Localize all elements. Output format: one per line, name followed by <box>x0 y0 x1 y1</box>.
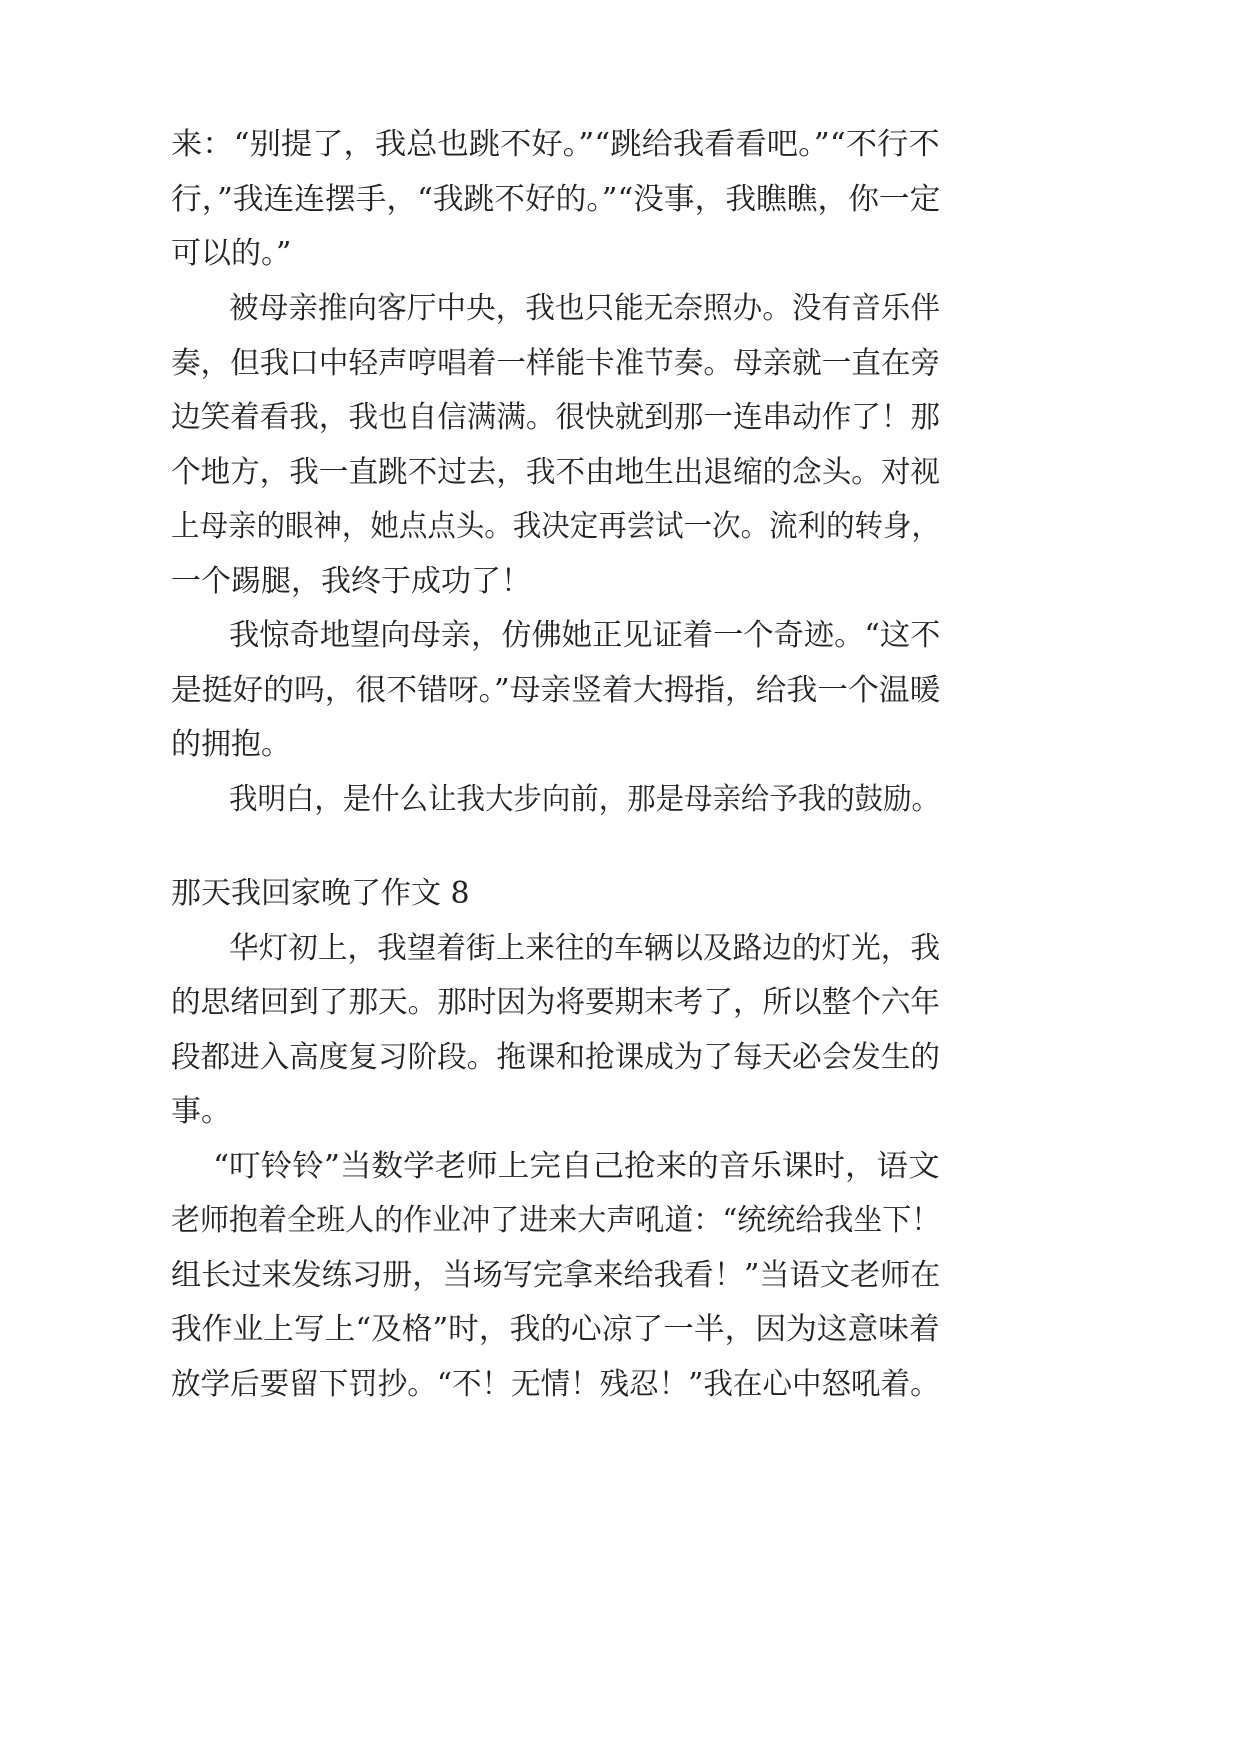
text-line: 华灯初上，我望着街上来往的车辆以及路边的灯光，我 <box>229 931 940 966</box>
text-line: 行，”我连连摆手，“我跳不好的。”“没事，我瞧瞧，你一定 <box>171 182 941 217</box>
text-line: 段都进入高度复习阶段。拖课和抢课成为了每天必会发生的 <box>171 1040 940 1075</box>
text-line: 来：“别提了，我总也跳不好。”“跳给我看看吧。”“不行不 <box>171 127 940 162</box>
essay-title: 那天我回家晚了作文 8 <box>171 876 470 911</box>
text-line: 我作业上写上“及格”时，我的心凉了一半，因为这意味着 <box>171 1312 940 1347</box>
text-line: 事。 <box>171 1094 231 1129</box>
text-line: 我惊奇地望向母亲，仿佛她正见证着一个奇迹。“这不 <box>229 618 941 653</box>
text-line: 被母亲推向客厅中央，我也只能无奈照办。没有音乐伴 <box>229 291 940 326</box>
text-line: 是挺好的吗，很不错呀。”母亲竖着大拇指，给我一个温暖 <box>171 673 941 708</box>
text-line: 一个踢腿，我终于成功了！ <box>171 564 531 599</box>
text-line: 奏，但我口中轻声哼唱着一样能卡准节奏。母亲就一直在旁 <box>171 346 940 381</box>
text-line: 可以的。” <box>171 236 292 271</box>
text-line: 组长过来发练习册，当场写完拿来给我看！”当语文老师在 <box>171 1258 941 1293</box>
text-line: 放学后要留下罚抄。“不！无情！残忍！”我在心中怒吼着。 <box>171 1367 940 1402</box>
text-line: 个地方，我一直跳不过去，我不由地生出退缩的念头。对视 <box>171 455 940 490</box>
text-line: 老师抱着全班人的作业冲了进来大声吼道：“统统给我坐下！ <box>171 1203 941 1238</box>
text-line: 的思绪回到了那天。那时因为将要期末考了，所以整个六年 <box>171 985 940 1020</box>
text-line: 的拥抱。 <box>171 727 291 762</box>
text-line: 边笑着看我，我也自信满满。很快就到那一连串动作了！那 <box>171 400 940 435</box>
text-line: “叮铃铃”当数学老师上完自己抢来的音乐课时，语文 <box>213 1149 940 1184</box>
text-line: 我明白，是什么让我大步向前，那是母亲给予我的鼓励。 <box>229 782 940 817</box>
text-line: 上母亲的眼神，她点点头。我决定再尝试一次。流利的转身， <box>171 509 940 544</box>
